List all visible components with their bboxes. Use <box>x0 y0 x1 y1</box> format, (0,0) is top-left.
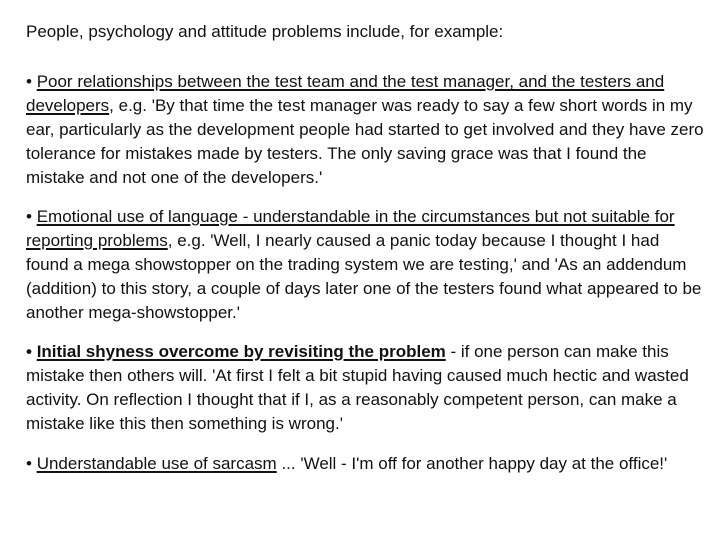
bullet-item-emotional-language <box>26 205 706 325</box>
bullet-marker: • <box>26 207 32 226</box>
bullet-heading: Emotional use of language - understandable in the circumstances but not suitable for reporting problems <box>26 207 675 250</box>
bullet-item-sarcasm <box>26 452 706 476</box>
bullet-item-initial-shyness <box>26 340 706 436</box>
bullet-body: ... 'Well - I'm off for another happy day at the office!' <box>276 454 668 473</box>
bullet-item-relationships <box>26 70 706 190</box>
bullet-marker: • <box>26 454 32 473</box>
bullet-heading: Poor relationships between the test team and the test manager, and the testers and developers <box>26 72 665 115</box>
slide-content <box>26 20 706 491</box>
bullet-body: , e.g. 'Well, I nearly caused a panic today because I thought I had found a mega showstopper on the trading system we are testing,' and 'As an addendum (addition) to this story, a couple of days later one of the testers found what appeared to be another mega-showstopper.' <box>26 231 702 322</box>
bullet-body: , e.g. 'By that time the test manager was ready to say a few short words in my ear, particularly as the development people had started to get involved and they have zero tolerance for mistakes made by testers. The only saving grace was that I found the mistake and not one of the developers.' <box>26 96 704 187</box>
intro-text: People, psychology and attitude problems include, for example: <box>26 22 504 41</box>
bullet-heading: Initial shyness overcome by revisiting the problem <box>36 342 446 361</box>
bullet-marker: • <box>26 72 32 91</box>
bullet-marker: • <box>26 342 32 361</box>
bullet-heading: Understandable use of sarcasm <box>36 454 277 473</box>
bullet-body: - if one person can make this mistake then others will. 'At first I felt a bit stupid having caused much hectic and wasted activity. On reflection I thought that if I, as a reasonably competent person, can make a mistake like this then something is wrong.' <box>26 342 689 433</box>
